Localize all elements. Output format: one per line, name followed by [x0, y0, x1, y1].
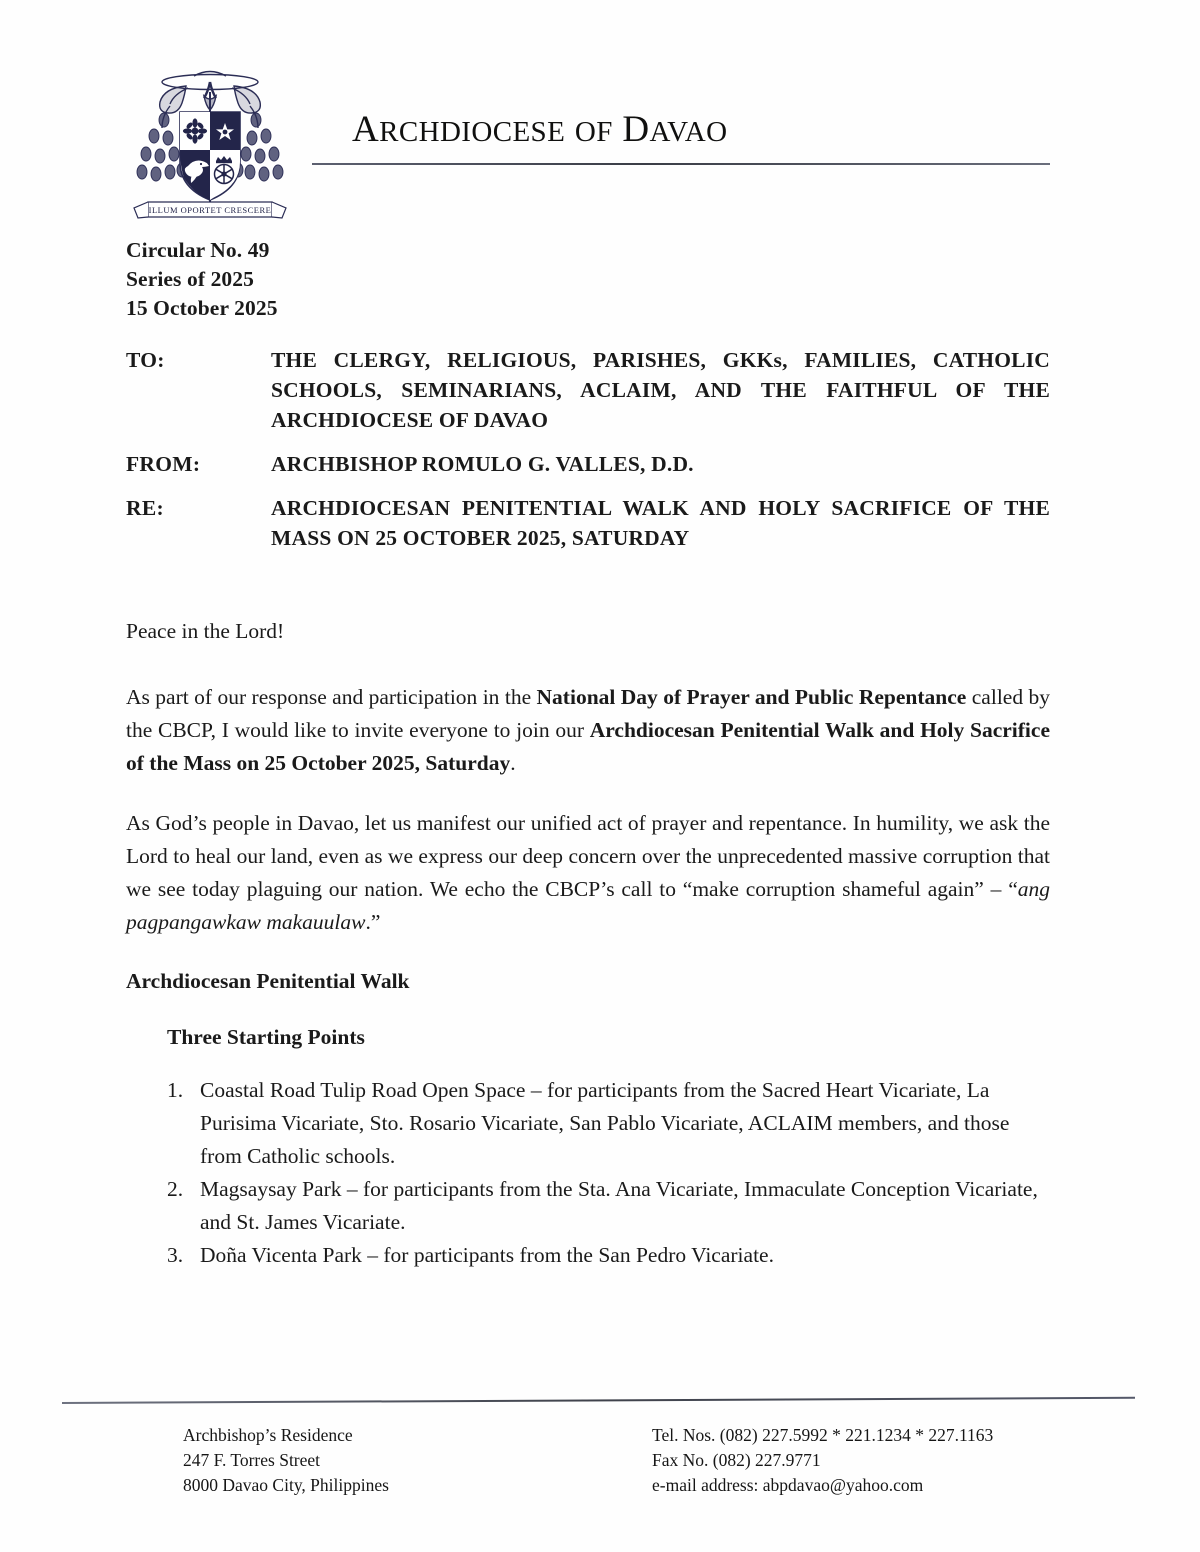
section-heading-penitential-walk: Archdiocesan Penitential Walk [126, 969, 410, 993]
to-value: THE CLERGY, RELIGIOUS, PARISHES, GKKs, FAMILIES, CATHOLIC SCHOOLS, SEMINARIANS, ACLAIM, AND THE FAITHFUL OF THE ARCHDIOCESE OF DAVAO [271, 348, 1050, 432]
addressing-row-from [126, 449, 1050, 479]
para1-bold-event: Archdiocesan Penitential Walk and Holy Sacrifice of the Mass on 25 October 2025, Saturday [126, 718, 1050, 775]
footer-address-line2: 247 F. Torres Street [183, 1450, 321, 1470]
sub-heading-starting-points: Three Starting Points [167, 1025, 365, 1049]
list-item-text: Magsaysay Park – for participants from the Sta. Ana Vicariate, Immaculate Conception Vicariate, and St. James Vicariate. [200, 1177, 1038, 1234]
letterhead-footer [0, 1418, 1200, 1528]
list-item [126, 1239, 1050, 1272]
from-value: ARCHBISHOP ROMULO G. VALLES, D.D. [271, 452, 694, 476]
re-value: ARCHDIOCESAN PENITENTIAL WALK AND HOLY SACRIFICE OF THE MASS ON 25 OCTOBER 2025, SATURDAY [271, 496, 1050, 550]
para1-bold-national-day: National Day of Prayer and Public Repentance [536, 685, 967, 709]
para1-seg1: As part of our response and participation in the [126, 685, 537, 709]
letter-body [126, 615, 1050, 1272]
circular-meta [126, 236, 278, 323]
para1-seg3: . [510, 751, 516, 775]
para2-seg1: As God’s people in Davao, let us manifest our unified act of prayer and repentance. In humility, we ask the Lord to heal our land, even as we express our deep concern over the unprecedented massive corruption that we see today plaguing our nation. We echo the CBCP’s call to “make corruption shameful again” – “ [126, 811, 1050, 901]
re-label: RE: [126, 496, 164, 520]
circular-number: Circular No. 49 [126, 238, 270, 262]
para2-italic-cebuano: ang pagpangawkaw makauulaw [126, 877, 1050, 934]
paragraph-invitation [126, 681, 1050, 780]
para1-seg2: called by the CBCP, I would like to invite everyone to join our [126, 685, 1050, 742]
list-item-text: Coastal Road Tulip Road Open Space – for participants from the Sacred Heart Vicariate, La Purisima Vicariate, Sto. Rosario Vicariate, San Pablo Vicariate, ACLAIM members, and those from Catholic schools. [200, 1078, 1010, 1168]
to-label: TO: [126, 348, 165, 372]
list-item [126, 1173, 1050, 1239]
list-item-number: 3. [167, 1243, 184, 1267]
addressing-block [126, 345, 1050, 567]
footer-email: e-mail address: abpdavao@yahoo.com [652, 1475, 924, 1495]
crest-motto-text: ILLUM OPORTET CRESCERE [148, 205, 272, 215]
footer-divider [62, 1397, 1135, 1404]
addressing-row-to [126, 345, 1050, 435]
starting-points-list [126, 1074, 1050, 1272]
footer-fax: Fax No. (082) 227.9771 [652, 1450, 821, 1470]
list-item-number: 2. [167, 1177, 184, 1201]
header-divider [312, 163, 1050, 165]
list-item [126, 1074, 1050, 1173]
letterhead-header [0, 0, 1200, 230]
footer-contact [652, 1423, 993, 1498]
page-title: ARCHDIOCESE OF DAVAO [352, 109, 728, 150]
circular-date: 15 October 2025 [126, 296, 278, 320]
footer-address-line3: 8000 Davao City, Philippines [183, 1475, 389, 1495]
addressing-row-re [126, 493, 1050, 553]
paragraph-repentance [126, 807, 1050, 939]
from-label: FROM: [126, 452, 201, 476]
archdiocese-coat-of-arms-icon [124, 62, 296, 227]
list-item-text: Doña Vicenta Park – for participants from the San Pedro Vicariate. [200, 1243, 774, 1267]
footer-address-line1: Archbishop’s Residence [183, 1425, 353, 1445]
para2-seg2: .” [365, 910, 381, 934]
list-item-number: 1. [167, 1078, 184, 1102]
greeting-line: Peace in the Lord! [126, 619, 285, 643]
footer-telephone: Tel. Nos. (082) 227.5992 * 221.1234 * 227.1163 [652, 1425, 994, 1445]
circular-series: Series of 2025 [126, 267, 254, 291]
footer-address [183, 1423, 389, 1498]
